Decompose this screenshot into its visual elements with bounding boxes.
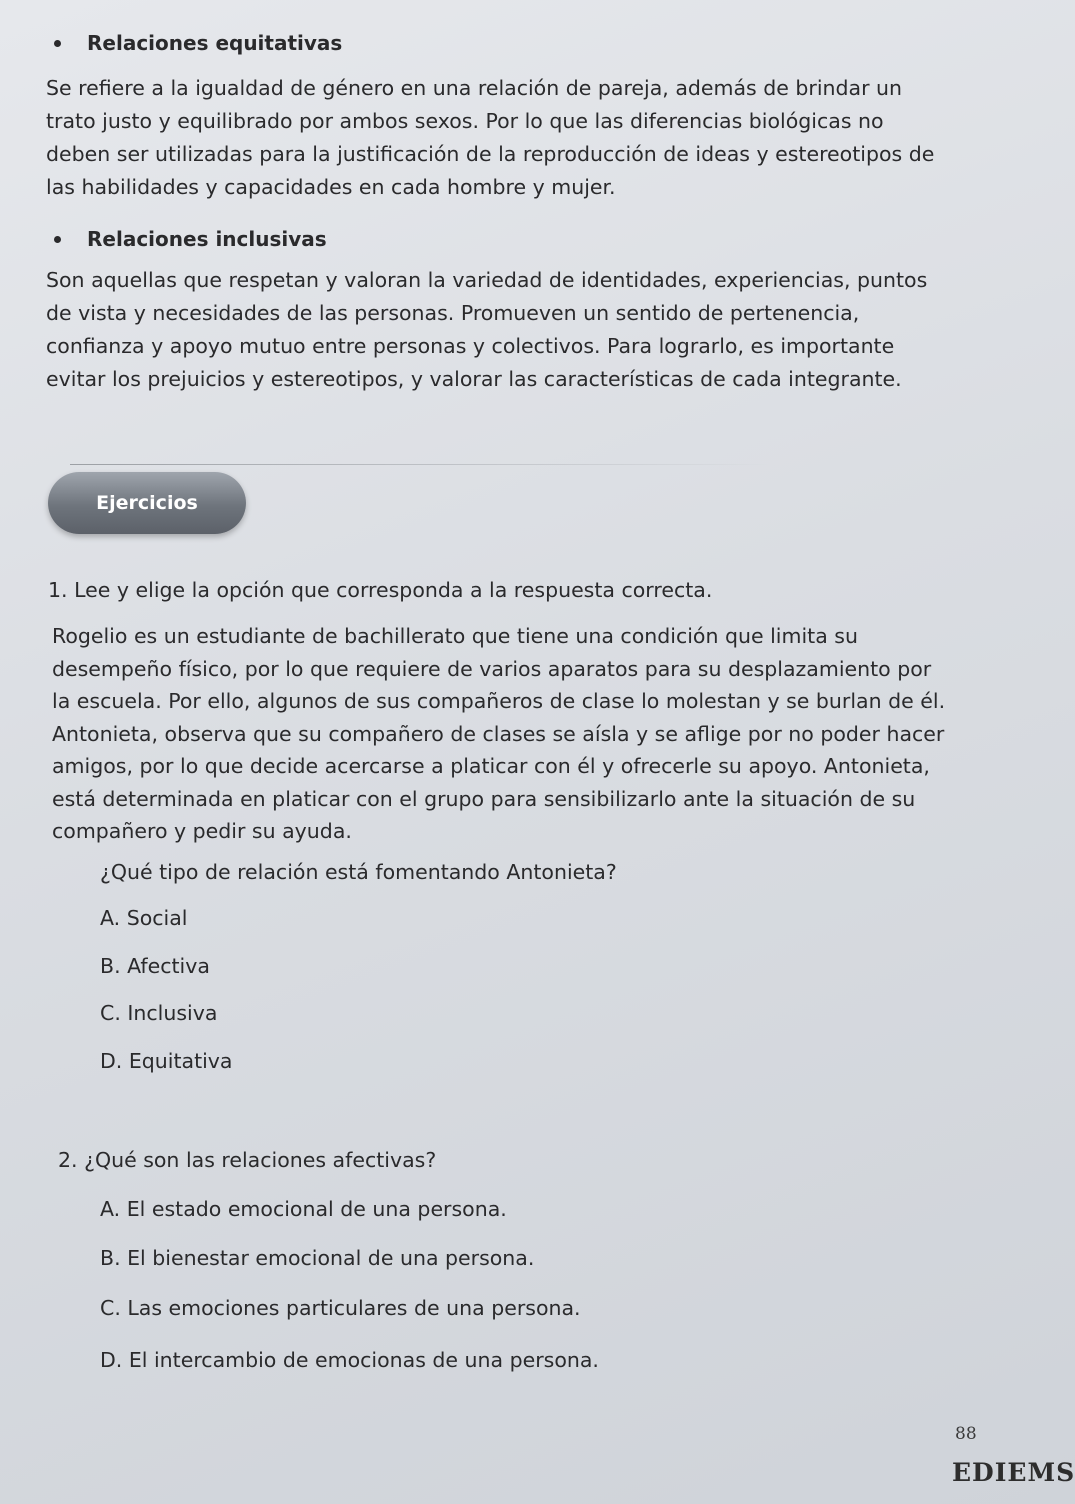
- paragraph-line: las habilidades y capacidades en cada hombre y mujer.: [46, 175, 616, 199]
- paragraph-line: deben ser utilizadas para la justificación de la reproducción de ideas y estereotipos de: [46, 142, 935, 166]
- q1-option-c[interactable]: C. Inclusiva: [100, 1001, 218, 1025]
- paragraph-equitativas: [46, 72, 984, 204]
- heading-inclusivas-text: Relaciones inclusivas: [87, 227, 327, 251]
- q1-passage: [52, 620, 984, 848]
- page-number: 88: [955, 1424, 977, 1444]
- q1-option-a[interactable]: A. Social: [100, 906, 188, 930]
- paragraph-line: evitar los prejuicios y estereotipos, y valorar las características de cada integrante.: [46, 367, 902, 391]
- heading-equitativas-text: Relaciones equitativas: [87, 31, 343, 55]
- q1-option-d[interactable]: D. Equitativa: [100, 1049, 233, 1073]
- paragraph-line: Se refiere a la igualdad de género en una relación de pareja, además de brindar un: [46, 76, 903, 100]
- publisher-logo: EDIEMS: [952, 1458, 1075, 1487]
- q1-option-b[interactable]: B. Afectiva: [100, 954, 210, 978]
- paragraph-line: confianza y apoyo mutuo entre personas y colectivos. Para lograrlo, es importante: [46, 334, 895, 358]
- q2-option-a[interactable]: A. El estado emocional de una persona.: [100, 1197, 507, 1221]
- passage-line: amigos, por lo que decide acercarse a platicar con él y ofrecerle su apoyo. Antonieta,: [52, 754, 930, 778]
- q2-option-c[interactable]: C. Las emociones particulares de una persona.: [100, 1296, 581, 1320]
- q2-question: 2. ¿Qué son las relaciones afectivas?: [58, 1148, 437, 1172]
- passage-line: desempeño físico, por lo que requiere de varios aparatos para su desplazamiento por: [52, 656, 932, 681]
- paragraph-line: Son aquellas que respetan y valoran la variedad de identidades, experiencias, puntos: [46, 268, 928, 292]
- q2-option-d[interactable]: D. El intercambio de emocionas de una persona.: [100, 1348, 599, 1372]
- exercises-badge: Ejercicios: [48, 472, 246, 534]
- heading-inclusivas: [54, 227, 327, 251]
- passage-line: la escuela. Por ello, algunos de sus compañeros de clase lo molestan y se burlan de él.: [52, 689, 946, 713]
- bullet-icon: [54, 40, 61, 47]
- q1-instruction: 1. Lee y elige la opción que corresponda a la respuesta correcta.: [48, 578, 713, 602]
- divider-line: [70, 464, 770, 465]
- passage-line: compañero y pedir su ayuda.: [52, 819, 352, 843]
- heading-equitativas: [54, 31, 342, 55]
- passage-line: está determinada en platicar con el grupo para sensibilizarlo ante la situación de su: [52, 786, 916, 811]
- paragraph-inclusivas: [46, 264, 984, 396]
- bullet-icon: [54, 236, 61, 243]
- q2-option-b[interactable]: B. El bienestar emocional de una persona.: [100, 1246, 535, 1270]
- passage-line: Rogelio es un estudiante de bachillerato que tiene una condición que limita su: [52, 624, 858, 648]
- passage-line: Antonieta, observa que su compañero de clases se aísla y se aflige por no poder hacer: [52, 721, 945, 746]
- paragraph-line: trato justo y equilibrado por ambos sexos. Por lo que las diferencias biológicas no: [46, 109, 884, 133]
- paragraph-line: de vista y necesidades de las personas. Promueven un sentido de pertenencia,: [46, 301, 860, 325]
- q1-question: ¿Qué tipo de relación está fomentando Antonieta?: [100, 860, 617, 884]
